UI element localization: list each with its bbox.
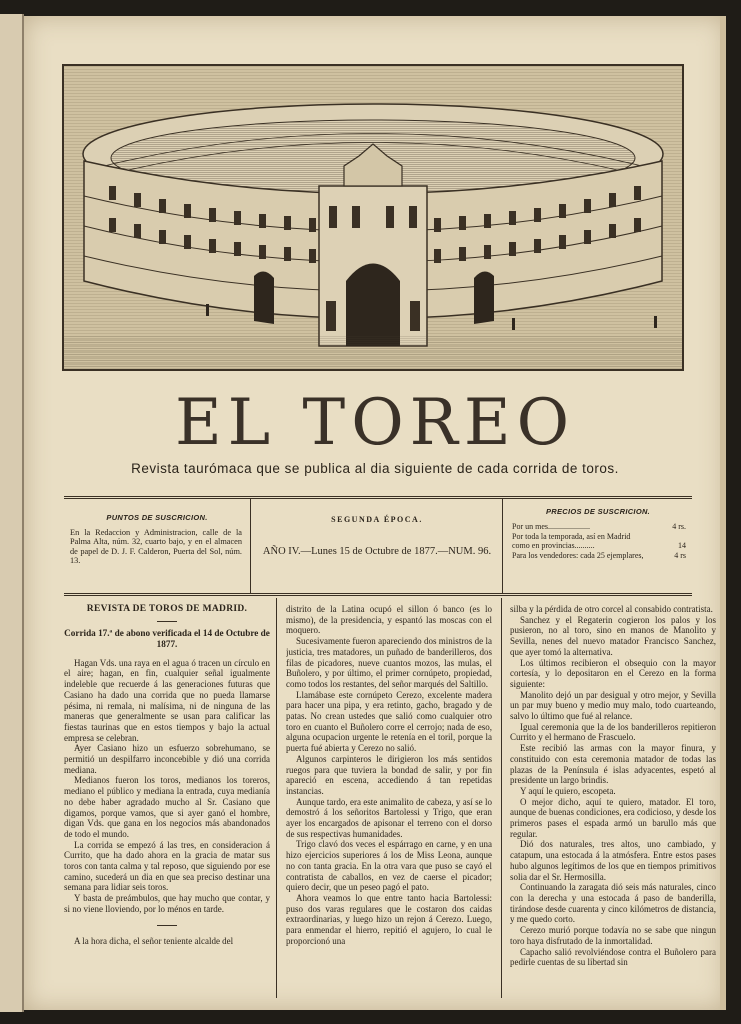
- price-value: 4 rs.: [672, 522, 686, 531]
- subscription-points-heading: PUNTOS DE SUSCRICION.: [106, 513, 208, 522]
- paragraph: Cerezo murió porque todavía no se sabe que ningun toro haya disfrutado de la inmortalidad.: [510, 925, 716, 946]
- paragraph: Sanchez y el Regaterin cogieron los palos y los pusieron, no al toro, sino en manos de Manolito y Sevilla, nenes del nuevo matador Francisco Sanchez, que ayer tomó la alternativa.: [510, 614, 716, 657]
- paragraph: Y aquí le quiero, escopeta.: [520, 785, 616, 796]
- price-value: 4 rs: [674, 550, 686, 560]
- paragraph: O mejor dicho, aquí te quiero, matador. El toro, aunque de buenas condiciones, era codicioso, y desde los primeros pases el espada armó un barullo más que regular.: [510, 796, 716, 839]
- paragraph: Sucesivamente fueron apareciendo dos ministros de la justicia, tres matadores, un puñado de banderilleros, dos filas de picadores, nueve cuantos mozos, las mulas, el Buñolero, y por último, el primer cornúpeto, propiedad, como todos los restantes, del señor marqués del Saltillo.: [286, 636, 492, 689]
- page-edge: [720, 16, 726, 1010]
- price-value: 14: [678, 541, 686, 550]
- paragraph: Este recibió las armas con la mayor finura, y constituido con esta ceremonia matador de todas las plazas de la Península é islas adyacentes, espetó al presidente un largo brindis.: [510, 743, 716, 786]
- article-title: REVISTA DE TOROS DE MADRID.: [86, 604, 248, 614]
- column-rule: [501, 598, 502, 998]
- paragraph: Hagan Vds. una raya en el agua ó tracen un círculo en el aire; hagan, en fin, cualquier señal igualmente indeleble que recuerde á las generaciones futuras que Casiano ha dado una corrida que no pueda llamarse pésima, ni remala, ni malísima, ni de ninguna de las maneras que generalmente se usan para calificar las fiestas taurinas que en estos tiempos y bajo la actual empresa se celebran.: [64, 657, 270, 743]
- price-label: Por toda la temporada, así en Madrid: [512, 531, 631, 541]
- paragraph: Los últimos recibieron el obsequio con la mayor cortesía, y lo depositaron en el Cerezo en la forma siguiente:: [510, 657, 716, 689]
- issue-info: [252, 499, 503, 593]
- left-page-edge: [0, 14, 24, 1012]
- masthead-subtitle: Revista taurómaca que se publica al dia siguiente de cada corrida de toros.: [131, 461, 619, 476]
- paragraph: Dió dos naturales, tres altos, uno cambiado, y catapum, una estocada á la atmósfera. Entre estos pases hubo algunos legítimos de los que en tiempos primitivos solia dar el Sr. Hermosilla.: [510, 839, 716, 882]
- subscription-points-text: En la Redaccion y Administracion, calle de la Palma Alta, núm. 32, cuarto bajo, y en el almacen de papel de D. J. F. Calderon, Puerta del Sol, núm. 13.: [70, 528, 242, 566]
- subscription-points: [64, 499, 251, 593]
- newspaper-page: [24, 16, 726, 1010]
- price-list: [504, 522, 692, 560]
- subscription-prices-heading: PRECIOS DE SUSCRICION.: [545, 507, 651, 516]
- paragraph: Continuando la zaragata dió seis más naturales, cinco con la derecha y una estocada á paso de banderilla, tirándose desde cuarenta y cinco kilómetros de distancia, y me quedo corto.: [510, 882, 716, 925]
- paragraph: silba y la pérdida de otro corcel al consabido contratista.: [510, 604, 713, 614]
- price-row: [504, 522, 692, 532]
- article-column-2: [286, 604, 492, 947]
- paragraph: distrito de la Latina ocupó el sillon ó banco (es lo mismo), de la presidencia, y espantó las moscas con el moquero.: [286, 604, 492, 636]
- paragraph: Trigo clavó dos veces el espárrago en carne, y en una hizo ejercicios superiores á los de Miss Leona, aunque no con tanta gracia. En la otra vara que puso se cayó el contratista de caballos, en vez de caerse el picador; quiero decir, que un peseo pagó el pato.: [286, 839, 492, 893]
- price-label: Para los vendedores: cada 25 ejemplares,: [512, 550, 644, 560]
- paragraph: Manolito dejó un par desigual y otro mejor, y Sevilla un par muy bueno y medio muy malo, todo cuarteando, salvo lo último que fué al relance.: [510, 689, 716, 722]
- price-label: Por un mes.....................: [512, 522, 590, 531]
- subscription-prices: [504, 499, 692, 593]
- title-rule: [157, 621, 177, 622]
- column-rule: [276, 598, 277, 998]
- epoca-label: SEGUNDA ÉPOCA.: [331, 515, 423, 524]
- bullring-engraving: [62, 64, 684, 371]
- masthead-title: EL TOREO: [174, 386, 576, 460]
- article-column-3: [510, 604, 716, 968]
- price-row: [504, 532, 692, 542]
- article-subtitle: Corrida 17.ª de abono verificada el 14 de Octubre de 1877.: [64, 627, 270, 649]
- price-row: [504, 541, 692, 551]
- paragraph: Llamábase este cornúpeto Cerezo, excelente madera para hacer una pipa, y era retinto, gacho, bragado y de patas. No crean ustedes que salió como cualquier otro toro en cuanto el Buñolero corre el cerrojo; nada de eso, alguna ocupacion urgente le retenía en el toril, porque la puerta fué abierta y Cerezo no salió.: [286, 689, 492, 754]
- paragraph: Igual ceremonia que la de los banderilleros repitieron Currito y el hermano de Frascuelo.: [510, 721, 716, 743]
- article-column-1: [64, 604, 270, 946]
- paragraph: Algunos carpinteros le dirigieron los más sentidos ruegos para que tuviera la bondad de salir, y por fin apareció en escena, accediendo á tan repetidas instancias.: [286, 753, 492, 796]
- price-row: [504, 551, 692, 561]
- paragraph: Ahora veamos lo que entre tanto hacia Bartolessi: puso dos varas regulares que le costaron dos caidas extraordinarias, y luego hizo un rejon á Cerezo. Luego, para enmendar el hierro, repitió el agujero, lo cual le proporcionó una: [286, 892, 492, 946]
- paragraph: La corrida se empezó á las tres, en consideracion á Currito, que ha dado ahora en la gracia de matar sus toros con tanta calma y tal reposo, que siguiendo por ese camino, sucederá un dia en que sea preciso destinar una semana para lidiar seis toros.: [64, 839, 270, 893]
- paragraph: Ayer Casiano hizo un esfuerzo sobrehumano, se permitió un despilfarro inconcebible y dió una corrida mediana.: [64, 743, 270, 775]
- paragraph: A la hora dicha, el señor teniente alcalde del: [74, 935, 234, 946]
- price-label: como en provincias..........: [512, 541, 595, 550]
- issue-date-number: AÑO IV.—Lunes 15 de Octubre de 1877.—NUM. 96.: [262, 546, 492, 557]
- paragraph: Aunque tardo, era este animalito de cabeza, y así se lo demostró á los señoritos Bartolessi y Trigo, que eran ayer los encargados de apisonar el terreno con el dorso de sus respectivas humanidades.: [286, 796, 492, 839]
- paragraph: Y basta de preámbulos, que hay mucho que contar, y si no viene lloviendo, por lo ménos en tarde.: [64, 893, 270, 914]
- paragraph: Capacho salió revolviéndose contra el Buñolero para pedirle cuentas de su libertad sin: [510, 946, 716, 968]
- section-rule: [157, 925, 177, 926]
- subscription-info-box: [64, 496, 692, 596]
- paragraph: Medianos fueron los toros, medianos los toreros, mediano el público y mediana la entrada, cuya medianía no debe haber agradado mucho al Sr. Casiano que digamos, porque vamos, que si ayer ganó el hombre, digan Vds. que gana en los negocios más abandonados de todo el mundo.: [64, 775, 270, 839]
- bullring-illustration: [64, 66, 682, 369]
